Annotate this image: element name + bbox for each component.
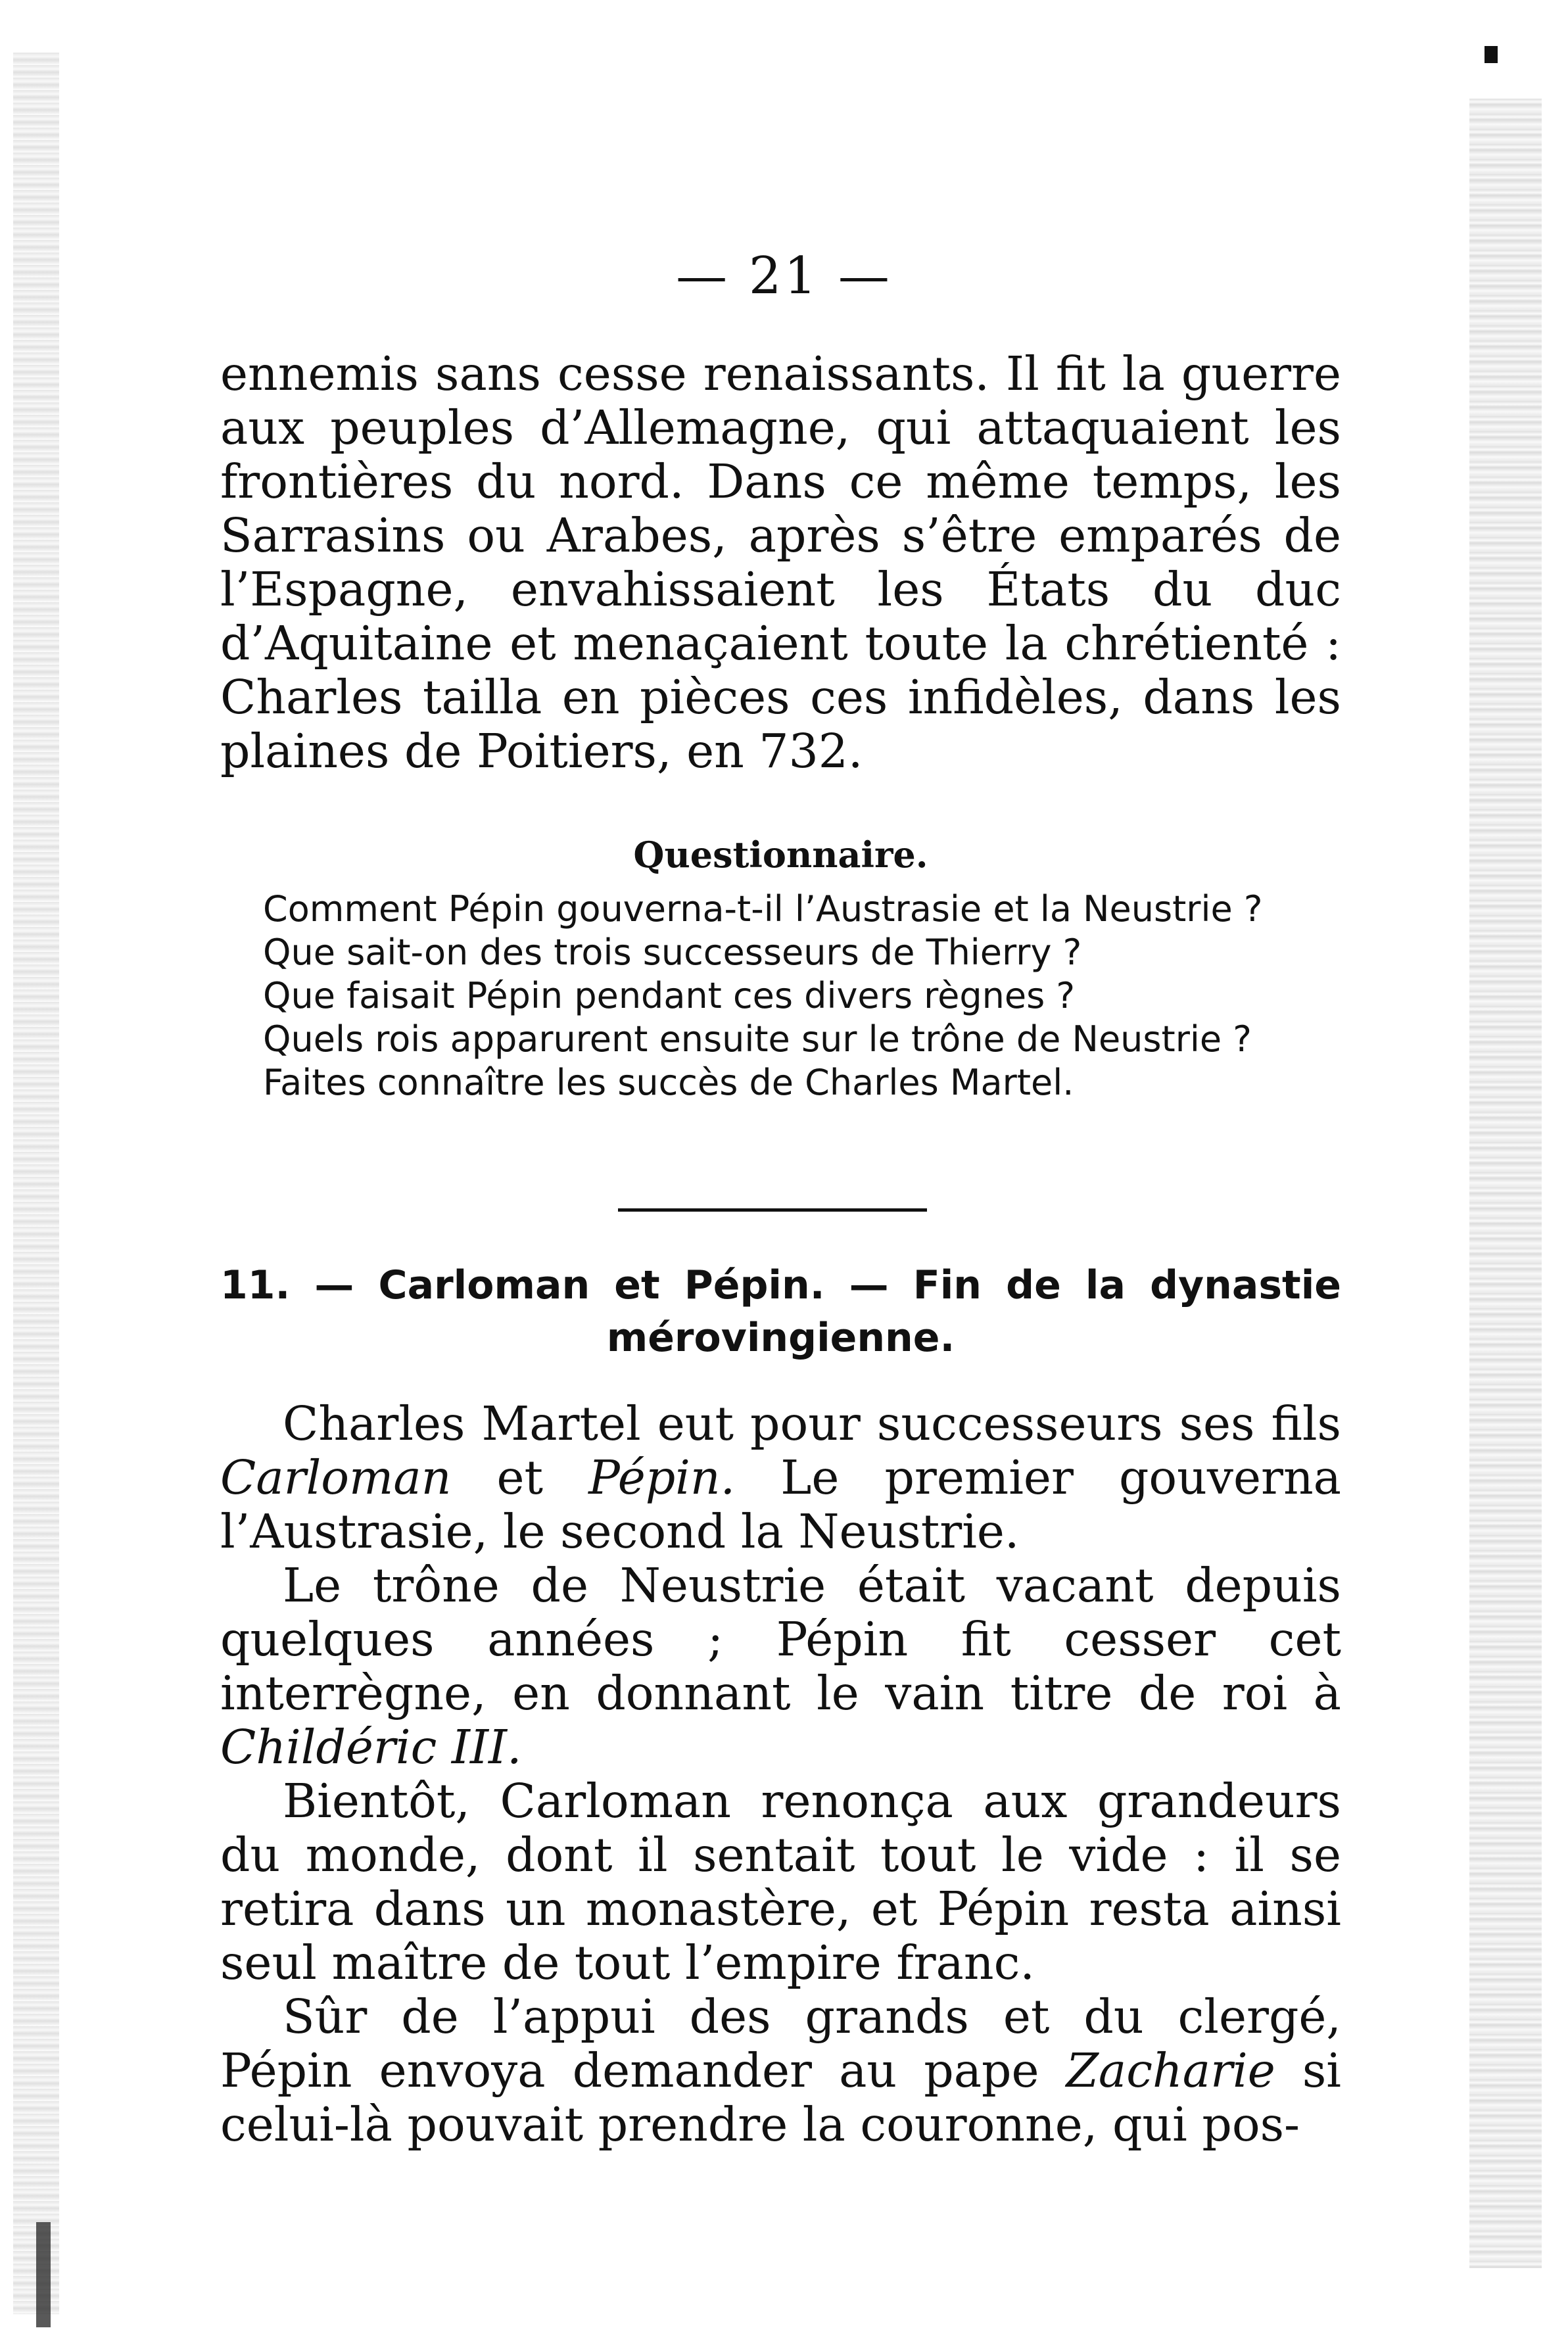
- paragraph-1-text-c: Le premier gouverna l’Austrasie, le second la Neustrie.: [220, 1450, 1341, 1559]
- name-carloman: Carloman: [220, 1450, 452, 1505]
- name-childeric: Childéric III.: [220, 1720, 522, 1774]
- opening-paragraph: ennemis sans cesse renaissants. Il fit la guerre aux peuples d’Allemagne, qui attaquaient les frontières du nord. Dans ce même temps, les Sarrasins ou Arabes, après s’être emparés de l’Espagne, envahissaient les États du duc d’Aquitaine et menaçaient toute la chrétienté : Charles tailla en pièces ces infidèles, dans les plaines de Poitiers, en 732.: [220, 346, 1341, 778]
- scan-edge-left-dark: [36, 2222, 51, 2327]
- paragraph-1: [220, 1397, 1341, 1559]
- page-number: — 21 —: [676, 247, 892, 306]
- chapter-body: [220, 1397, 1341, 2152]
- question-item: Que sait-on des trois successeurs de Thierry ?: [263, 932, 1082, 973]
- question-item: Faites connaître les succès de Charles Martel.: [263, 1062, 1074, 1103]
- paragraph-1-text-a: Charles Martel eut pour successeurs ses fils: [283, 1396, 1341, 1451]
- paragraph-2: [220, 1559, 1341, 1774]
- scan-edge-left: [13, 53, 59, 2314]
- questionnaire-heading-block: [220, 834, 1341, 876]
- questionnaire-heading: Questionnaire.: [633, 834, 928, 876]
- paragraph-4-text-b: si celui-là pouvait prendre la couronne, qui pos-: [220, 2043, 1341, 2152]
- name-zacharie: Zacharie: [1066, 2043, 1275, 2098]
- scan-edge-mark: [1485, 46, 1498, 63]
- questionnaire-list: [220, 888, 1341, 1104]
- question-item: Quels rois apparurent ensuite sur le trône de Neustrie ?: [263, 1018, 1252, 1060]
- paragraph-2-text-a: Le trône de Neustrie était vacant depuis quelques années ; Pépin fit cesser cet interrègne, en donnant le vain titre de roi à: [220, 1558, 1341, 1720]
- section-divider: [618, 1208, 927, 1212]
- paragraph-4: [220, 1990, 1341, 2152]
- paragraph-1-text-b: et: [451, 1450, 589, 1505]
- question-item: Que faisait Pépin pendant ces divers règnes ?: [263, 975, 1076, 1016]
- scan-edge-right: [1469, 99, 1542, 2268]
- chapter-heading-line1: 11. — Carloman et Pépin. — Fin de la dynastie: [220, 1262, 1341, 1308]
- paragraph-3: Bientôt, Carloman renonça aux grandeurs du monde, dont il sentait tout le vide : il se retira dans un monastère, et Pépin resta ainsi seul maître de tout l’empire franc.: [220, 1774, 1341, 1990]
- question-item: Comment Pépin gouverna-t-il l’Austrasie et la Neustrie ?: [263, 888, 1263, 930]
- paragraph-4-text-a: Sûr de l’appui des grands et du clergé, Pépin envoya demander au pape: [220, 1989, 1341, 2098]
- name-pepin: Pépin.: [588, 1450, 736, 1505]
- chapter-heading-line2: mérovingienne.: [606, 1315, 955, 1361]
- chapter-heading: [220, 1259, 1341, 1364]
- opening-paragraph-block: [220, 347, 1341, 778]
